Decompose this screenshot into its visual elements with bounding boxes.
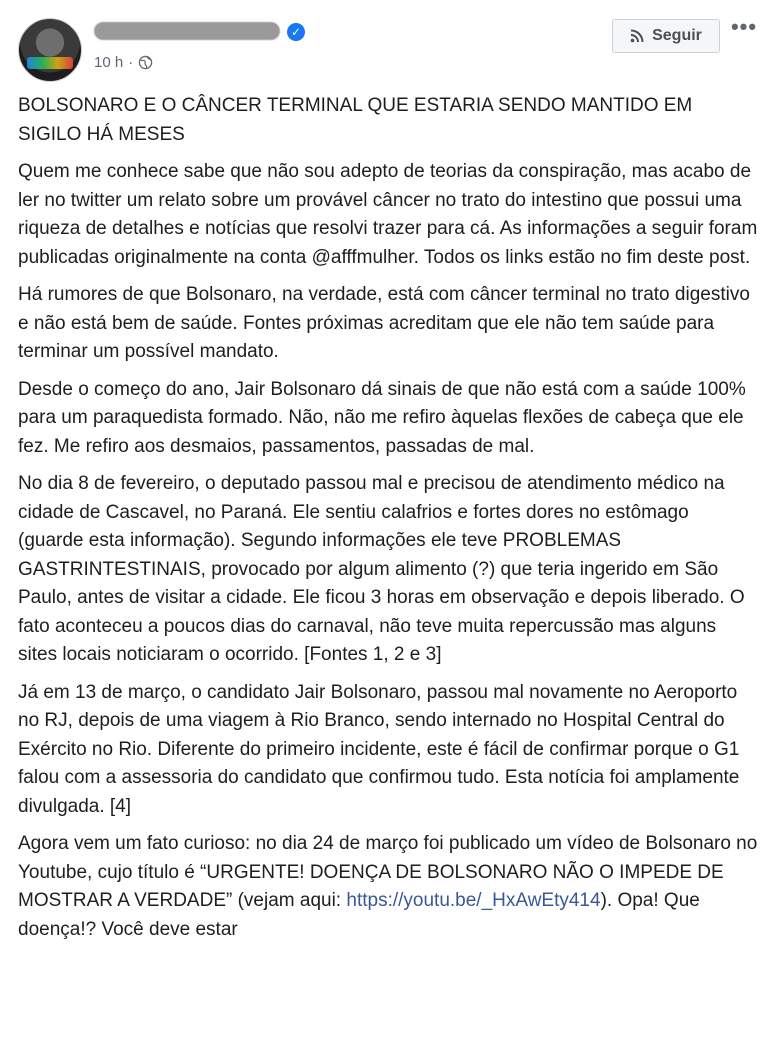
paragraph-3: Desde o começo do ano, Jair Bolsonaro dá sinais de que não está com a saúde 100% para um paraquedista formado. Não, não me refiro àquelas flexões de cabeça que ele fez. Me refiro aos desmaios, passamentos, passadas de mal. bbox=[18, 378, 746, 457]
follow-button[interactable] bbox=[612, 19, 720, 53]
meta-separator: · bbox=[128, 54, 134, 71]
paragraph-6-text-end: ). Opa! Que doença!? Você deve estar bbox=[18, 890, 700, 940]
globe-icon[interactable] bbox=[138, 55, 153, 70]
post-header bbox=[0, 0, 768, 90]
paragraph-6 bbox=[18, 830, 758, 944]
post-meta bbox=[94, 54, 153, 71]
paragraph-6-text: Agora vem um fato curioso: no dia 24 de março foi publicado um vídeo de Bolsonaro no Youtube, cujo título é “URGENTE! DOENÇA DE BOLSONARO NÃO O IMPEDE DE MOSTRAR A VERDADE” (vejam aqui: bbox=[18, 833, 758, 911]
verified-badge-icon: ✓ bbox=[287, 23, 305, 41]
avatar[interactable] bbox=[18, 18, 82, 82]
more-options-icon[interactable]: ••• bbox=[730, 14, 758, 39]
paragraph-4: No dia 8 de fevereiro, o deputado passou mal e precisou de atendimento médico na cidade de Cascavel, no Paraná. Ele sentiu calafrios e fortes dores no estômago (guarde esta informação). Segundo informações ele teve PROBLEMAS GASTRINTESTINAIS, provocado por algum alimento (?) que teria ingerido em São Paulo, antes de visitar a cidade. Ele ficou 3 horas em observação e depois liberado. O fato aconteceu a poucos dias do carnaval, não teve muita repercussão mas alguns sites locais noticiaram o ocorrido. [Fontes 1, 2 e 3] bbox=[18, 473, 745, 665]
paragraph-5: Já em 13 de março, o candidato Jair Bolsonaro, passou mal novamente no Aeroporto no RJ, depois de uma viagem à Rio Branco, sendo internado no Hospital Central do Exército no Rio. Diferente do primeiro incidente, este é fácil de confirmar porque o G1 falou com a assessoria do candidato que confirmou tudo. Esta notícia foi amplamente divulgada. [4] bbox=[18, 681, 740, 817]
avatar-logo bbox=[27, 57, 73, 69]
follow-label: Seguir bbox=[652, 27, 702, 44]
paragraph-1: Quem me conhece sabe que não sou adepto de teorias da conspiração, mas acabo de ler no twitter um relato sobre um provável câncer no trato do intestino que possui uma riqueza de detalhes e notícias que resolvi trazer para cá. As informações a seguir foram publicadas originalmente na conta @afffmulher. Todos os links estão no fim deste post. bbox=[18, 161, 758, 268]
author-name-redacted[interactable] bbox=[94, 22, 280, 40]
timestamp[interactable]: 10 h bbox=[94, 54, 124, 71]
paragraph-2: Há rumores de que Bolsonaro, na verdade, está com câncer terminal no trato digestivo e não está bem de saúde. Fontes próximas acreditam que ele não tem saúde para terminar um possível mandato. bbox=[18, 284, 750, 362]
post-title: BOLSONARO E O CÂNCER TERMINAL QUE ESTARIA SENDO MANTIDO EM SIGILO HÁ MESES bbox=[18, 95, 693, 145]
post-body bbox=[18, 92, 758, 953]
youtube-link[interactable]: https://youtu.be/_HxAwEty414 bbox=[346, 890, 601, 911]
rss-icon bbox=[630, 29, 644, 43]
